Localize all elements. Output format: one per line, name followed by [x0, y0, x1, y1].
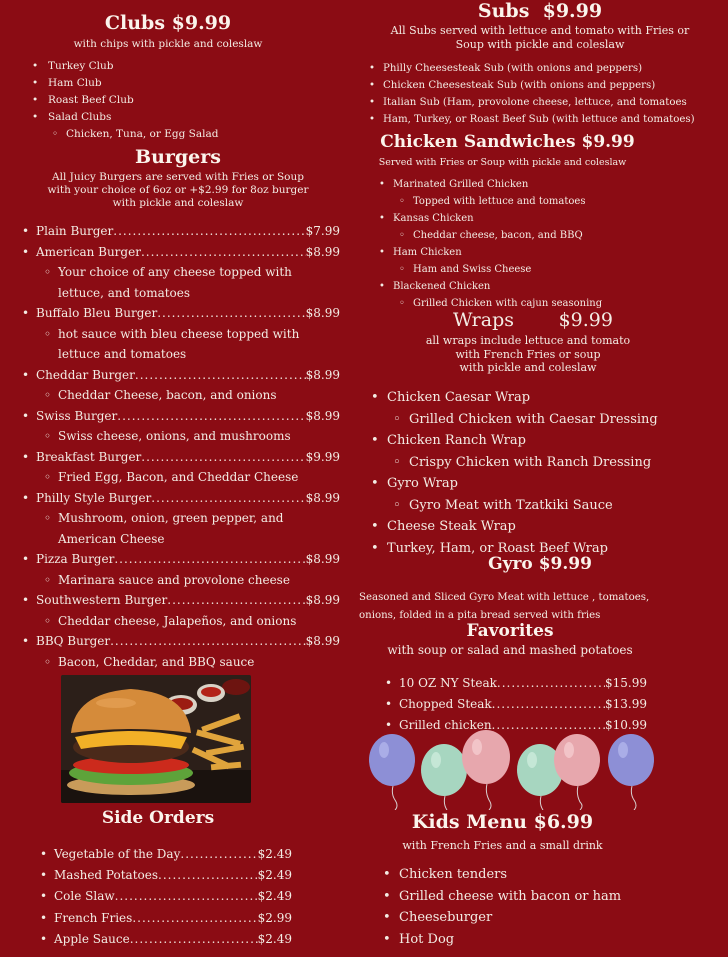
list-subitem: ◦ Grilled Chicken with cajun seasoning	[399, 295, 715, 312]
item-price: $8.99	[305, 490, 340, 505]
leader-dots	[151, 488, 305, 509]
menu-item	[22, 549, 340, 570]
item-name: • Apple Sauce	[54, 931, 130, 946]
leader-dots	[132, 908, 257, 929]
subs-note	[365, 24, 715, 52]
menu-line	[36, 221, 340, 242]
item-name: • Swiss Burger	[36, 408, 118, 423]
menu-line	[36, 590, 340, 611]
item-price: $8.99	[305, 634, 340, 648]
kids-list	[383, 864, 713, 950]
item-name: • BBQ Burger	[36, 634, 111, 648]
balloon-icon	[421, 744, 467, 810]
item-price: $8.99	[305, 593, 340, 607]
menu-item	[40, 865, 292, 886]
list-item: • Italian Sub (Ham, provolone cheese, lettuce, and tomatoes	[369, 94, 715, 111]
leader-dots	[497, 673, 605, 694]
leader-dots	[180, 844, 257, 865]
chicken-note: Served with Fries or Soup with pickle and coleslaw	[378, 157, 627, 168]
item-label: Turkey Club	[48, 60, 114, 72]
wraps-title-text: Wraps	[453, 309, 514, 331]
item-price: $2.49	[257, 931, 292, 946]
menu-line	[36, 242, 340, 263]
item-description: ◦ Your choice of any cheese topped with	[44, 262, 340, 283]
menu-item	[22, 488, 340, 509]
item-description: ◦ Fried Egg, Bacon, and Cheddar Cheese	[44, 467, 340, 488]
leader-dots	[492, 694, 605, 715]
list-item: • Blackened Chicken	[379, 278, 715, 295]
burgers-list	[22, 221, 340, 672]
list-item: • Philly Cheesesteak Sub (with onions and peppers)	[369, 60, 715, 77]
leader-dots	[114, 549, 305, 570]
list-item: • Kansas Chicken	[379, 210, 715, 227]
wraps-note	[393, 334, 663, 375]
list-item: • Cheeseburger	[383, 907, 713, 929]
item-price: $8.99	[305, 306, 340, 320]
note-line: with pickle and coleslaw	[459, 361, 597, 374]
menu-line	[54, 865, 292, 886]
leader-dots	[115, 886, 258, 907]
burger-image	[61, 675, 251, 803]
menu-item	[22, 631, 340, 652]
item-name: • Breakfast Burger	[36, 449, 142, 464]
menu-line	[54, 908, 292, 929]
item-price: $13.99	[605, 697, 647, 711]
item-price: $9.99	[305, 449, 340, 464]
list-subitem	[52, 126, 332, 143]
item-description: ◦ hot sauce with bleu cheese topped with	[44, 324, 340, 345]
list-item: • Chicken Caesar Wrap	[371, 387, 715, 409]
list-item	[32, 92, 332, 109]
chicken-title: Chicken Sandwiches $9.99	[380, 132, 635, 152]
menu-line	[54, 886, 292, 907]
list-item	[32, 109, 332, 126]
list-item: • Chicken Cheesesteak Sub (with onions and peppers)	[369, 77, 715, 94]
leader-dots	[141, 242, 306, 263]
menu-item	[40, 929, 292, 950]
list-item: • Gyro Wrap	[371, 473, 715, 495]
list-item: • Cheese Steak Wrap	[371, 516, 715, 538]
item-name: • Grilled chicken	[399, 718, 492, 732]
item-description: ◦ Mushroom, onion, green pepper, and	[44, 508, 340, 529]
item-price: $8.99	[305, 552, 340, 566]
leader-dots	[117, 406, 305, 427]
item-name: • Pizza Burger	[36, 552, 115, 566]
item-name: • Plain Burger	[36, 224, 114, 238]
list-item: • Ham, Turkey, or Roast Beef Sub (with lettuce and tomatoes)	[369, 111, 715, 128]
item-price: $8.99	[305, 408, 340, 423]
list-item	[32, 75, 332, 92]
item-price: $2.49	[257, 847, 292, 861]
list-subitem: ◦ Crispy Chicken with Ranch Dressing	[393, 452, 715, 474]
list-item: • Turkey, Ham, or Roast Beef Wrap	[371, 538, 715, 560]
item-description: ◦ Bacon, Cheddar, and BBQ sauce	[44, 652, 340, 673]
item-name: • Buffalo Bleu Burger	[36, 306, 158, 320]
balloon-icon	[554, 734, 600, 810]
item-label: Roast Beef Club	[48, 94, 134, 106]
sides-title: Side Orders	[101, 808, 215, 828]
note-line: All Subs served with lettuce and tomato with Fries or	[390, 24, 690, 37]
item-name: • Philly Style Burger	[36, 490, 152, 505]
list-item: • Hot Dog	[383, 929, 713, 951]
menu-line	[36, 488, 340, 509]
burger-photo	[61, 675, 251, 803]
item-description: ◦ Swiss cheese, onions, and mushrooms	[44, 426, 340, 447]
note-line: with pickle and coleslaw	[112, 197, 244, 209]
item-description: American Cheese	[58, 531, 165, 546]
menu-line	[36, 406, 340, 427]
burgers-title: Burgers	[135, 146, 221, 168]
menu-item	[40, 908, 292, 929]
gyro-title: Gyro $9.99	[488, 554, 592, 574]
item-name: • Mashed Potatoes	[54, 868, 159, 883]
item-price: $2.49	[257, 868, 292, 883]
wraps-price: $9.99	[558, 309, 613, 331]
leader-dots	[110, 631, 306, 652]
list-subitem: ◦ Topped with lettuce and tomatoes	[399, 193, 715, 210]
menu-line	[399, 694, 647, 715]
menu-item	[385, 694, 647, 715]
item-price: $10.99	[605, 718, 647, 732]
favorites-note: with soup or salad and mashed potatoes	[387, 643, 633, 657]
menu-line	[54, 844, 292, 865]
balloon-icon	[369, 734, 415, 810]
menu-item	[40, 844, 292, 865]
list-subitem: ◦ Grilled Chicken with Caesar Dressing	[393, 409, 715, 431]
menu-item	[22, 406, 340, 427]
note-line: Soup with pickle and coleslaw	[455, 38, 625, 51]
note-line: all wraps include lettuce and tomato	[425, 334, 631, 347]
menu-item	[40, 886, 292, 907]
note-line: All Juicy Burgers are served with Fries or Soup	[52, 171, 304, 183]
menu-line	[36, 549, 340, 570]
leader-dots	[113, 221, 305, 242]
item-name: • French Fries	[54, 910, 133, 925]
subs-list	[369, 60, 715, 128]
menu-item	[22, 590, 340, 611]
item-name: • Cheddar Burger	[36, 367, 135, 382]
clubs-list	[32, 58, 332, 143]
item-label: Salad Clubs	[48, 111, 112, 123]
menu-line	[36, 365, 340, 386]
item-name: • Southwestern Burger	[36, 593, 168, 607]
list-subitem: ◦ Gyro Meat with Tzatkiki Sauce	[393, 495, 715, 517]
item-price: $2.99	[257, 910, 292, 925]
clubs-note: with chips with pickle and coleslaw	[73, 38, 263, 50]
item-name: • Cole Slaw	[54, 889, 115, 904]
list-item: • Ham Chicken	[379, 244, 715, 261]
menu-item	[22, 221, 340, 242]
menu-line	[36, 303, 340, 324]
note-line: Seasoned and Sliced Gyro Meat with lettuce , tomatoes,	[359, 592, 650, 603]
item-name: • Vegetable of the Day	[54, 847, 181, 861]
menu-item	[385, 673, 647, 694]
balloons-decoration	[365, 730, 715, 810]
item-label: Chicken, Tuna, or Egg Salad	[66, 128, 219, 140]
list-item: • Chicken Ranch Wrap	[371, 430, 715, 452]
chicken-list	[379, 176, 715, 312]
wraps-list	[371, 387, 715, 559]
clubs-title: Clubs $9.99	[104, 12, 232, 34]
leader-dots	[158, 865, 258, 886]
favorites-list	[385, 673, 647, 736]
menu-item	[22, 365, 340, 386]
leader-dots	[135, 365, 306, 386]
item-price: $15.99	[605, 676, 647, 690]
menu-line	[36, 631, 340, 652]
favorites-title: Favorites	[466, 621, 554, 641]
leader-dots	[157, 303, 305, 324]
menu-line	[399, 673, 647, 694]
leader-dots	[141, 447, 305, 468]
note-line: with French Fries or soup	[455, 347, 601, 361]
list-item: • Chicken tenders	[383, 864, 713, 886]
balloon-icon	[462, 730, 510, 810]
list-item: • Grilled cheese with bacon or ham	[383, 886, 713, 908]
item-description: lettuce, and tomatoes	[58, 285, 191, 300]
item-description: lettuce and tomatoes	[58, 347, 187, 361]
menu-item	[22, 303, 340, 324]
note-line: onions, folded in a pita bread served with fries	[359, 610, 601, 621]
wraps-title	[453, 309, 613, 331]
leader-dots	[130, 929, 258, 950]
sides-list	[40, 844, 292, 950]
subs-title: Subs $9.99	[477, 0, 603, 22]
item-name: • American Burger	[36, 244, 141, 259]
menu-item	[22, 242, 340, 263]
item-price: $8.99	[305, 367, 340, 382]
kids-note: with French Fries and a small drink	[402, 839, 603, 852]
item-description: ◦ Cheddar Cheese, bacon, and onions	[44, 385, 340, 406]
leader-dots	[167, 590, 305, 611]
menu-line	[54, 929, 292, 950]
item-label: Ham Club	[48, 77, 102, 89]
list-item	[32, 58, 332, 75]
kids-title: Kids Menu $6.99	[411, 811, 594, 833]
item-price: $7.99	[305, 224, 340, 238]
list-subitem: ◦ Ham and Swiss Cheese	[399, 261, 715, 278]
item-description: ◦ Marinara sauce and provolone cheese	[44, 570, 340, 591]
item-description: ◦ Cheddar cheese, Jalapeños, and onions	[44, 611, 340, 632]
menu-item	[22, 447, 340, 468]
list-item: • Marinated Grilled Chicken	[379, 176, 715, 193]
gyro-note	[359, 589, 699, 625]
item-name: • Chopped Steak	[399, 697, 492, 711]
list-subitem: ◦ Cheddar cheese, bacon, and BBQ	[399, 227, 715, 244]
balloon-icon	[608, 734, 654, 810]
item-name: • 10 OZ NY Steak	[399, 676, 497, 690]
item-price: $8.99	[305, 244, 340, 259]
item-price: $2.49	[257, 889, 292, 904]
menu-line	[36, 447, 340, 468]
burgers-note	[18, 171, 338, 210]
note-line: with your choice of 6oz or +$2.99 for 8oz burger	[47, 184, 309, 196]
